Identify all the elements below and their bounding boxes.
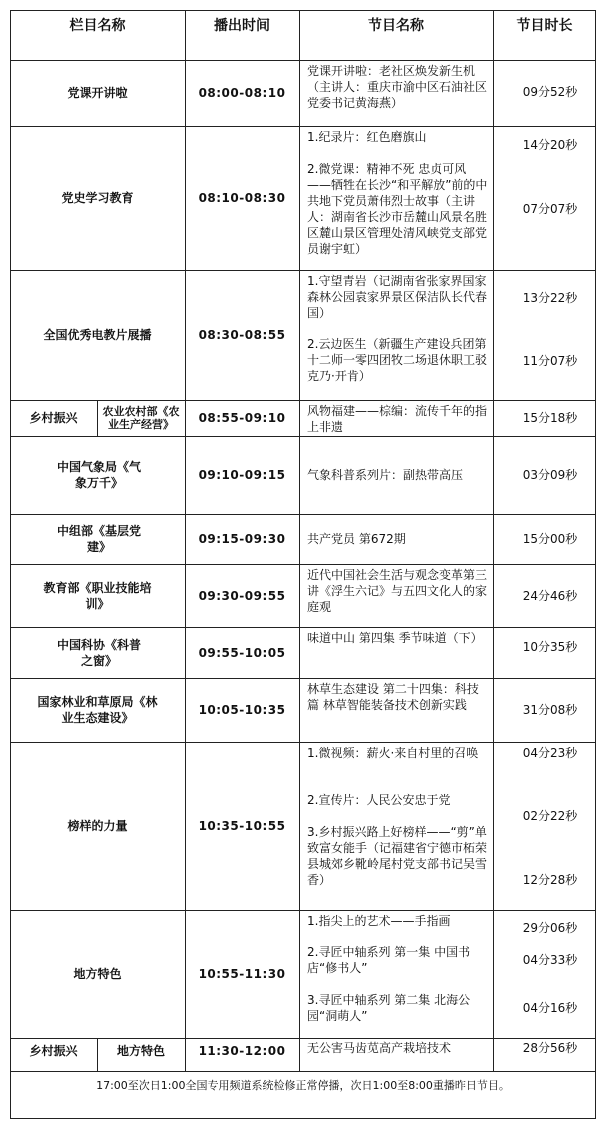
footer-note: 17:00至次日1:00全国专用频道系统检修正常停播，次日1:00至8:00重播昨日节目。 xyxy=(96,1079,510,1092)
table-row-subcolumn: 农业农村部《农业生产经营》 xyxy=(102,405,180,431)
table-row-time: 09:55-10:05 xyxy=(198,645,286,660)
header-time: 播出时间 xyxy=(214,18,270,34)
schedule-table xyxy=(10,10,596,1119)
table-row-column: 乡村振兴 xyxy=(29,1043,78,1058)
table-row-duration: 11分07秒 xyxy=(522,354,578,368)
table-row-duration: 24分46秒 xyxy=(522,589,578,603)
table-row-duration: 29分06秒 xyxy=(522,921,578,935)
table-row-column: 全国优秀电教片展播 xyxy=(43,328,152,342)
table-row-program: 近代中国社会生活与观念变革第三讲《浮生六记》与五四文化人的家庭观 xyxy=(307,568,488,614)
table-row-time: 09:15-09:30 xyxy=(198,532,286,546)
table-row-time: 09:10-09:15 xyxy=(198,468,286,482)
table-row-program: 林草生态建设 第二十四集：科技篇 林草智能装备技术创新实践 xyxy=(307,682,479,712)
table-row-time: 09:30-09:55 xyxy=(198,588,286,603)
table-row-duration: 10分35秒 xyxy=(522,640,578,654)
header-program: 节目名称 xyxy=(368,18,424,34)
table-row-program: 风物福建——棕编：流传千年的指上非遗 xyxy=(307,404,488,434)
table-row-program-item: 2.寻匠中轴系列 第一集 中国书店“修书人” xyxy=(307,945,471,975)
table-row-program: 味道中山 第四集 季节味道（下） xyxy=(307,631,483,645)
table-row-column: 中国气象局《气象万千》 xyxy=(56,460,141,490)
table-row-duration: 07分07秒 xyxy=(522,202,578,216)
table-row-program: 无公害马齿苋高产栽培技术 xyxy=(307,1041,452,1055)
table-row-duration: 15分00秒 xyxy=(522,532,578,546)
table-row-program-item: 1.守望青岩（记湖南省张家界国家森林公园袁家界景区保洁队长代春国） xyxy=(307,274,488,320)
table-row-program: 党课开讲啦：老社区焕发新生机（主讲人：重庆市渝中区石油社区党委书记黄海燕） xyxy=(307,64,488,110)
table-row-program-item: 1.指尖上的艺术——手指画 xyxy=(307,914,451,928)
table-row-program-item: 2.云边医生（新疆生产建设兵团第十二师一零四团牧二场退休职工驳克乃·开肯） xyxy=(307,337,488,383)
table-row-program-item: 2.微党课：精神不死 忠贞可风——牺牲在长沙“和平解放”前的中共地下党员萧伟烈士故事（主讲人：湖南省长沙市岳麓山风景名胜区麓山景区管理处清风峡党支部党员谢宇虹） xyxy=(307,162,488,256)
table-row-duration: 04分23秒 xyxy=(522,746,578,760)
table-row-duration: 31分08秒 xyxy=(522,703,578,717)
table-row-program-item: 3.乡村振兴路上好榜样——“剪”单致富女能手（记福建省宁德市柘荣县城郊乡靴岭尾村党支部书记吴雪香） xyxy=(307,825,488,887)
table-row-program-item: 1.微视频：薪火·来自村里的召唤 xyxy=(307,746,479,760)
table-row-column: 地方特色 xyxy=(73,967,122,981)
table-row-column: 中国科协《科普之窗》 xyxy=(56,637,141,668)
table-row-program-item: 3.寻匠中轴系列 第二集 北海公园“洞萌人” xyxy=(307,993,471,1023)
table-row-column: 国家林业和草原局《林业生态建设》 xyxy=(37,695,158,725)
table-row-duration: 28分56秒 xyxy=(522,1041,578,1055)
table-row-program: 气象科普系列片：副热带高压 xyxy=(307,468,464,482)
table-row-duration: 03分09秒 xyxy=(522,468,578,482)
table-row-program-item: 2.宣传片：人民公安忠于党 xyxy=(307,793,451,807)
table-row-column: 中组部《基层党建》 xyxy=(56,524,141,554)
table-row-time: 10:55-11:30 xyxy=(198,967,286,981)
table-row-duration: 15分18秒 xyxy=(522,411,578,425)
table-row-column: 榜样的力量 xyxy=(67,819,128,833)
table-row-time: 08:10-08:30 xyxy=(198,191,286,205)
table-row-time: 08:30-08:55 xyxy=(198,328,286,342)
table-row-time: 10:05-10:35 xyxy=(198,703,286,717)
table-row-duration: 09分52秒 xyxy=(522,85,578,99)
table-row-duration: 04分16秒 xyxy=(522,1001,578,1015)
table-row-program-item: 1.纪录片：红色磨旗山 xyxy=(307,130,427,144)
header-duration: 节目时长 xyxy=(516,18,573,34)
table-row-subcolumn: 地方特色 xyxy=(116,1043,165,1058)
header-column: 栏目名称 xyxy=(69,18,126,34)
table-row-time: 10:35-10:55 xyxy=(198,819,286,833)
table-row-duration: 13分22秒 xyxy=(522,291,578,305)
table-row-column: 乡村振兴 xyxy=(29,411,78,425)
table-row-duration: 04分33秒 xyxy=(522,953,578,967)
table-row-duration: 14分20秒 xyxy=(522,138,578,152)
table-row-time: 11:30-12:00 xyxy=(198,1043,286,1058)
table-row-time: 08:00-08:10 xyxy=(198,86,286,100)
table-row-duration: 12分28秒 xyxy=(522,873,578,887)
table-row-duration: 02分22秒 xyxy=(522,809,578,823)
table-row-time: 08:55-09:10 xyxy=(198,411,286,425)
table-row-column: 党史学习教育 xyxy=(61,191,134,205)
table-row-program: 共产党员 第672期 xyxy=(307,532,406,546)
table-row-column: 教育部《职业技能培训》 xyxy=(43,580,152,611)
table-row-column: 党课开讲啦 xyxy=(67,86,128,100)
